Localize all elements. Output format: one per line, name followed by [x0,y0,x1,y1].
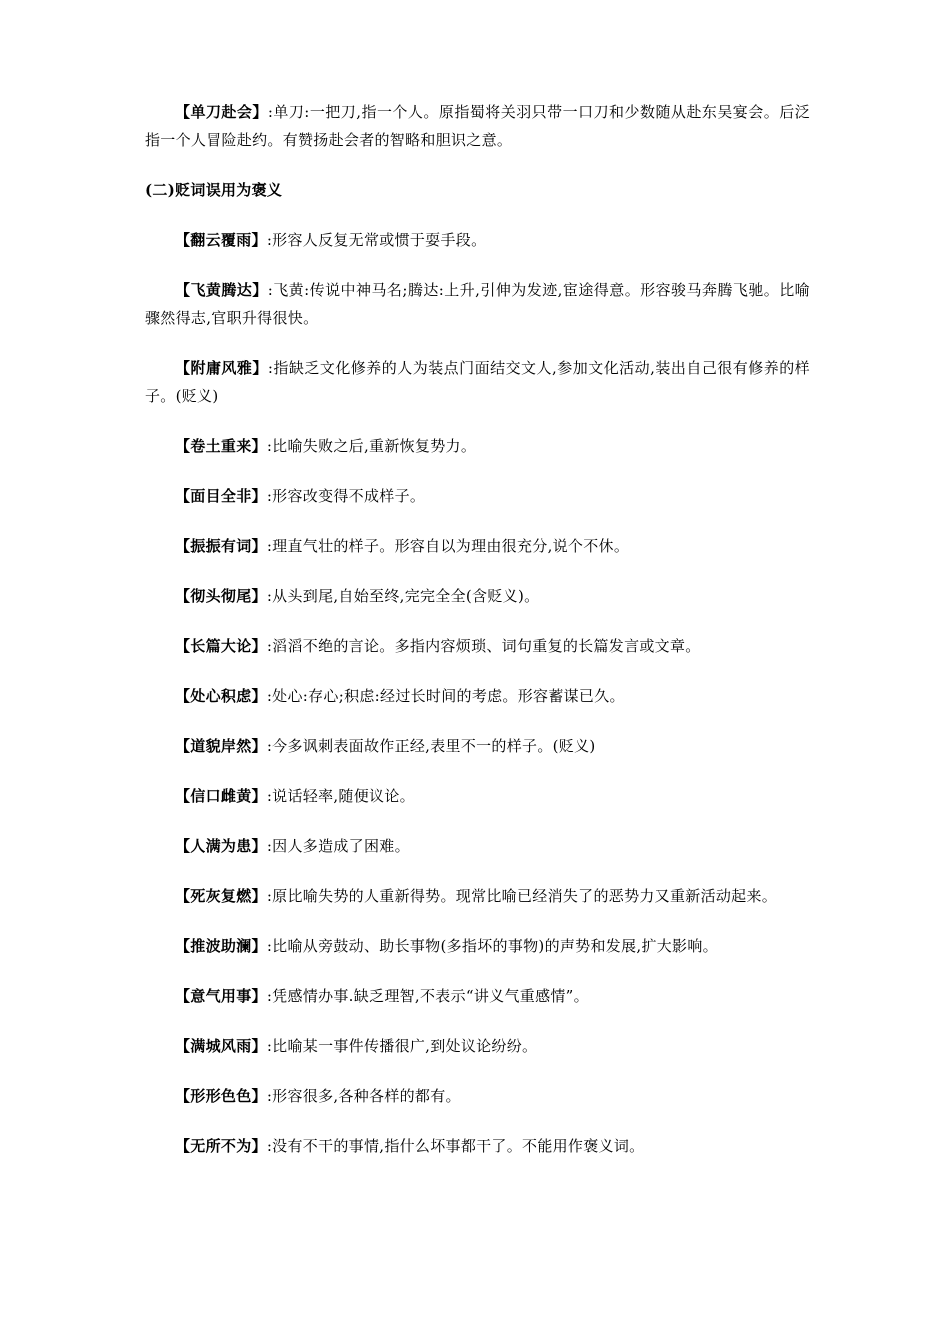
idiom-term: 【处心积虑】 [175,687,267,705]
idiom-definition: :从头到尾,自始至终,完完全全(含贬义)。 [266,587,540,605]
idiom-entry [145,632,810,660]
idiom-term: 【长篇大论】 [175,637,267,655]
idiom-entry [145,682,810,710]
idiom-term: 【卷土重来】 [175,437,267,455]
idiom-term: 【信口雌黄】 [175,787,267,805]
idiom-definition: :单刀:一把刀,指一个人。原指蜀将关羽只带一口刀和少数随从赴东吴宴会。后泛指一个人冒险赴约。有赞扬赴会者的智略和胆识之意。 [145,103,810,149]
idiom-term: 【翻云覆雨】 [175,231,267,249]
idiom-definition: :凭感情办事.缺乏理智,不表示“讲义气重感情”。 [266,987,589,1005]
idiom-definition: :指缺乏文化修养的人为装点门面结交文人,参加文化活动,装出自己很有修养的样子。(贬义) [145,359,810,405]
idiom-definition: :比喻从旁鼓动、助长事物(多指坏的事物)的声势和发展,扩大影响。 [266,937,718,955]
idiom-entry [145,482,810,510]
document-body [145,98,810,1182]
idiom-entry [145,932,810,960]
idiom-entry-dandao-fuhui [145,98,810,154]
idiom-definition: :形容人反复无常或惯于耍手段。 [266,231,487,249]
idiom-entry [145,226,810,254]
idiom-entry [145,982,810,1010]
idiom-entry [145,1082,810,1110]
idiom-term: 【满城风雨】 [175,1037,267,1055]
idiom-entry [145,832,810,860]
idiom-definition: :今多讽刺表面故作正经,表里不一的样子。(贬义) [266,737,596,755]
idiom-definition: :比喻失败之后,重新恢复势力。 [266,437,477,455]
idiom-definition: :原比喻失势的人重新得势。现常比喻已经消失了的恶势力又重新活动起来。 [266,887,778,905]
idiom-definition: :因人多造成了困难。 [266,837,410,855]
idiom-entry [145,532,810,560]
idiom-entry [145,782,810,810]
idiom-term: 【彻头彻尾】 [175,587,267,605]
idiom-entry [145,732,810,760]
idiom-definition: :没有不干的事情,指什么坏事都干了。不能用作褒义词。 [266,1137,645,1155]
idiom-definition: :滔滔不绝的言论。多指内容烦琐、词句重复的长篇发言或文章。 [266,637,701,655]
idiom-term: 【意气用事】 [175,987,267,1005]
section-heading: (二)贬词误用为褒义 [145,181,283,199]
idiom-definition: :处心:存心;积虑:经过长时间的考虑。形容蓄谋已久。 [266,687,625,705]
idiom-term: 【推波助澜】 [175,937,267,955]
idiom-term: 【形形色色】 [175,1087,267,1105]
idiom-entry [145,354,810,410]
idiom-definition: :飞黄:传说中神马名;腾达:上升,引伸为发迹,宦途得意。形容骏马奔腾飞驰。比喻骤然得志,官职升得很快。 [145,281,810,327]
idiom-entry [145,432,810,460]
idiom-definition: :形容很多,各种各样的都有。 [266,1087,461,1105]
idiom-term: 【面目全非】 [175,487,267,505]
idiom-term: 【附庸风雅】 [175,359,268,377]
idiom-entry [145,582,810,610]
idiom-term: 【无所不为】 [175,1137,267,1155]
idiom-entry [145,882,810,910]
idiom-entry [145,1032,810,1060]
idiom-definition: :比喻某一事件传播很广,到处议论纷纷。 [266,1037,538,1055]
idiom-term: 【飞黄腾达】 [175,281,268,299]
idiom-definition: :理直气壮的样子。形容自以为理由很充分,说个不休。 [266,537,630,555]
idiom-term: 【振振有词】 [175,537,267,555]
idiom-term: 【人满为患】 [175,837,267,855]
idiom-definition: :说话轻率,随便议论。 [266,787,415,805]
idiom-definition: :形容改变得不成样子。 [266,487,426,505]
idiom-term: 【死灰复燃】 [175,887,267,905]
idiom-entry [145,276,810,332]
idiom-term: 【道貌岸然】 [175,737,267,755]
idiom-term: 【单刀赴会】 [175,103,268,121]
idiom-entry [145,1132,810,1160]
